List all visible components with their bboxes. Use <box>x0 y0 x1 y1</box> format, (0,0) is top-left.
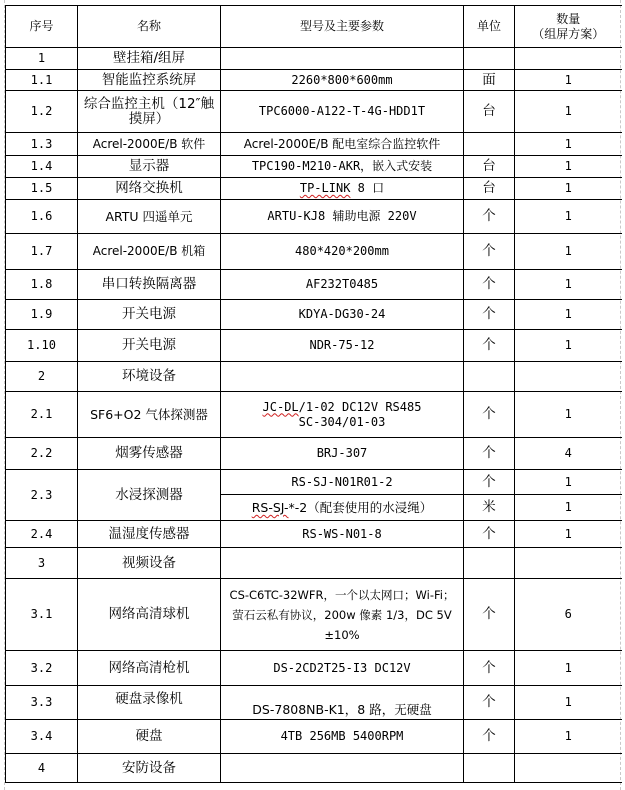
cell-model: 4TB 256MB 5400RPM <box>221 720 464 754</box>
table-row <box>6 133 622 156</box>
cell-seq: 3.4 <box>6 720 78 754</box>
cell-unit <box>464 548 515 579</box>
cell-unit: 个 <box>464 720 515 754</box>
cell-model: TPC6000-A122-T-4G-HDD1T <box>221 91 464 133</box>
cell-qty: 1 <box>515 178 622 200</box>
cell-model <box>221 178 464 200</box>
cell-name: 网络交换机 <box>78 178 221 200</box>
cell-seq: 1.3 <box>6 133 78 156</box>
cell-qty: 1 <box>515 651 622 686</box>
cell-model: 2260*800*600mm <box>221 70 464 91</box>
cell-seq: 1.6 <box>6 200 78 234</box>
cell-seq: 2 <box>6 362 78 392</box>
cell-model <box>221 362 464 392</box>
cell-name: 烟雾传感器 <box>78 438 221 470</box>
cell-unit: 个 <box>464 438 515 470</box>
cell-qty <box>515 548 622 579</box>
model-suffix: *-2（配套使用的水浸绳） <box>288 500 433 515</box>
cell-qty: 1 <box>515 300 622 330</box>
cell-unit: 个 <box>464 270 515 300</box>
cell-seq: 2.4 <box>6 521 78 548</box>
cell-qty: 1 <box>515 234 622 270</box>
cell-qty: 1 <box>515 156 622 178</box>
cell-model: DS-2CD2T25-I3 DC12V <box>221 651 464 686</box>
model-line2: SC-304/01-03 <box>298 414 386 429</box>
equipment-spec-table <box>5 5 622 783</box>
cell-model: ARTU-KJ8 辅助电源 220V <box>221 200 464 234</box>
header-name: 名称 <box>78 6 221 48</box>
cell-model <box>221 579 464 651</box>
cell-model <box>221 392 464 438</box>
cell-name: 安防设备 <box>78 754 221 783</box>
cell-unit: 个 <box>464 470 515 495</box>
cell-model <box>221 48 464 70</box>
cell-model <box>221 754 464 783</box>
table-row <box>6 548 622 579</box>
cell-unit: 个 <box>464 651 515 686</box>
cell-name: 壁挂箱/组屏 <box>78 48 221 70</box>
cell-unit <box>464 754 515 783</box>
cell-qty: 1 <box>515 686 622 720</box>
cell-qty: 1 <box>515 133 622 156</box>
spellcheck-underlined-text: JC-DL <box>262 399 299 414</box>
table-row <box>6 720 622 754</box>
cell-qty: 1 <box>515 200 622 234</box>
cell-seq: 1 <box>6 48 78 70</box>
spellcheck-underlined-text: TP-LINK <box>299 181 351 195</box>
cell-name: 环境设备 <box>78 362 221 392</box>
cell-unit: 个 <box>464 234 515 270</box>
cell-seq: 1.5 <box>6 178 78 200</box>
cell-seq: 1.1 <box>6 70 78 91</box>
table-row <box>6 438 622 470</box>
cell-model: RS-WS-N01-8 <box>221 521 464 548</box>
cell-seq: 3.1 <box>6 579 78 651</box>
cell-unit: 个 <box>464 330 515 362</box>
cell-model: TPC190-M210-AKR，嵌入式安装 <box>221 156 464 178</box>
table-row <box>6 200 622 234</box>
cell-seq: 1.7 <box>6 234 78 270</box>
cell-model: DS-7808NB-K1，8 路，无硬盘 <box>221 686 464 720</box>
cell-name: 综合监控主机（12″触摸屏） <box>78 91 221 133</box>
cell-name: 视频设备 <box>78 548 221 579</box>
cell-qty: 1 <box>515 521 622 548</box>
table-row <box>6 156 622 178</box>
header-qty <box>515 6 622 48</box>
cell-unit <box>464 133 515 156</box>
header-model: 型号及主要参数 <box>221 6 464 48</box>
header-qty-line2: （组屏方案） <box>532 26 605 41</box>
model-line3: ±10% <box>324 627 360 642</box>
cell-name: 硬盘 <box>78 720 221 754</box>
cell-unit: 个 <box>464 200 515 234</box>
cell-unit <box>464 362 515 392</box>
cell-unit: 个 <box>464 579 515 651</box>
cell-model <box>221 495 464 521</box>
header-seq: 序号 <box>6 6 78 48</box>
cell-name: Acrel-2000E/B 机箱 <box>78 234 221 270</box>
cell-qty: 1 <box>515 330 622 362</box>
cell-seq: 1.9 <box>6 300 78 330</box>
cell-unit: 个 <box>464 392 515 438</box>
table-row <box>6 521 622 548</box>
header-row <box>6 6 622 48</box>
cell-model: KDYA-DG30-24 <box>221 300 464 330</box>
cell-qty: 1 <box>515 91 622 133</box>
table-row <box>6 651 622 686</box>
cell-seq: 4 <box>6 754 78 783</box>
cell-model: 480*420*200mm <box>221 234 464 270</box>
header-qty-line1: 数量 <box>556 11 581 26</box>
model-line2: 萤石云私有协议，200w 像素 1/3，DC 5V <box>232 607 452 622</box>
cell-unit: 个 <box>464 300 515 330</box>
cell-qty <box>515 362 622 392</box>
table-row <box>6 270 622 300</box>
cell-name: 网络高清枪机 <box>78 651 221 686</box>
table-row <box>6 234 622 270</box>
table-row <box>6 300 622 330</box>
cell-unit: 面 <box>464 70 515 91</box>
cell-qty: 1 <box>515 270 622 300</box>
model-line1-suffix: /1-02 DC12V RS485 <box>298 399 422 414</box>
cell-seq: 3.3 <box>6 686 78 720</box>
cell-seq: 1.8 <box>6 270 78 300</box>
cell-unit: 个 <box>464 521 515 548</box>
cell-model: AF232T0485 <box>221 270 464 300</box>
cell-unit <box>464 48 515 70</box>
cell-name: 串口转换隔离器 <box>78 270 221 300</box>
cell-unit: 台 <box>464 156 515 178</box>
model-suffix: 8 口 <box>350 181 385 195</box>
table-row <box>6 392 622 438</box>
cell-unit: 米 <box>464 495 515 521</box>
spellcheck-underlined-text: RS-SJ- <box>251 500 289 515</box>
cell-seq: 1.10 <box>6 330 78 362</box>
table-row <box>6 686 622 720</box>
cell-name: 水浸探测器 <box>78 470 221 521</box>
cell-seq: 2.1 <box>6 392 78 438</box>
cell-model: Acrel-2000E/B 配电室综合监控软件 <box>221 133 464 156</box>
cell-unit: 个 <box>464 686 515 720</box>
cell-model: BRJ-307 <box>221 438 464 470</box>
cell-name: 硬盘录像机 <box>78 686 221 720</box>
cell-unit: 台 <box>464 178 515 200</box>
cell-name: 开关电源 <box>78 300 221 330</box>
table-row <box>6 178 622 200</box>
cell-qty: 4 <box>515 438 622 470</box>
table-row <box>6 470 622 495</box>
cell-model: NDR-75-12 <box>221 330 464 362</box>
table-row <box>6 330 622 362</box>
cell-qty: 1 <box>515 720 622 754</box>
cell-model: RS-SJ-N01R01-2 <box>221 470 464 495</box>
cell-name: Acrel-2000E/B 软件 <box>78 133 221 156</box>
cell-seq: 3 <box>6 548 78 579</box>
cell-qty: 6 <box>515 579 622 651</box>
cell-name: ARTU 四遥单元 <box>78 200 221 234</box>
cell-qty: 1 <box>515 470 622 495</box>
table-row <box>6 70 622 91</box>
cell-qty <box>515 48 622 70</box>
cell-model <box>221 548 464 579</box>
cell-qty: 1 <box>515 495 622 521</box>
cell-seq: 1.4 <box>6 156 78 178</box>
table-row <box>6 362 622 392</box>
cell-name: 网络高清球机 <box>78 579 221 651</box>
cell-seq: 3.2 <box>6 651 78 686</box>
cell-seq: 1.2 <box>6 91 78 133</box>
cell-seq: 2.3 <box>6 470 78 521</box>
table-row <box>6 48 622 70</box>
cell-name: 温湿度传感器 <box>78 521 221 548</box>
cell-name: SF6+O2 气体探测器 <box>78 392 221 438</box>
cell-unit: 台 <box>464 91 515 133</box>
cell-qty <box>515 754 622 783</box>
cell-qty: 1 <box>515 392 622 438</box>
cell-qty: 1 <box>515 70 622 91</box>
cell-name: 智能监控系统屏 <box>78 70 221 91</box>
cell-name: 开关电源 <box>78 330 221 362</box>
cell-name: 显示器 <box>78 156 221 178</box>
table-row <box>6 754 622 783</box>
table-row <box>6 91 622 133</box>
header-unit: 单位 <box>464 6 515 48</box>
model-line1: CS-C6TC-32WFR，一个以太网口；Wi-Fi； <box>229 587 455 602</box>
cell-seq: 2.2 <box>6 438 78 470</box>
table-row <box>6 579 622 651</box>
